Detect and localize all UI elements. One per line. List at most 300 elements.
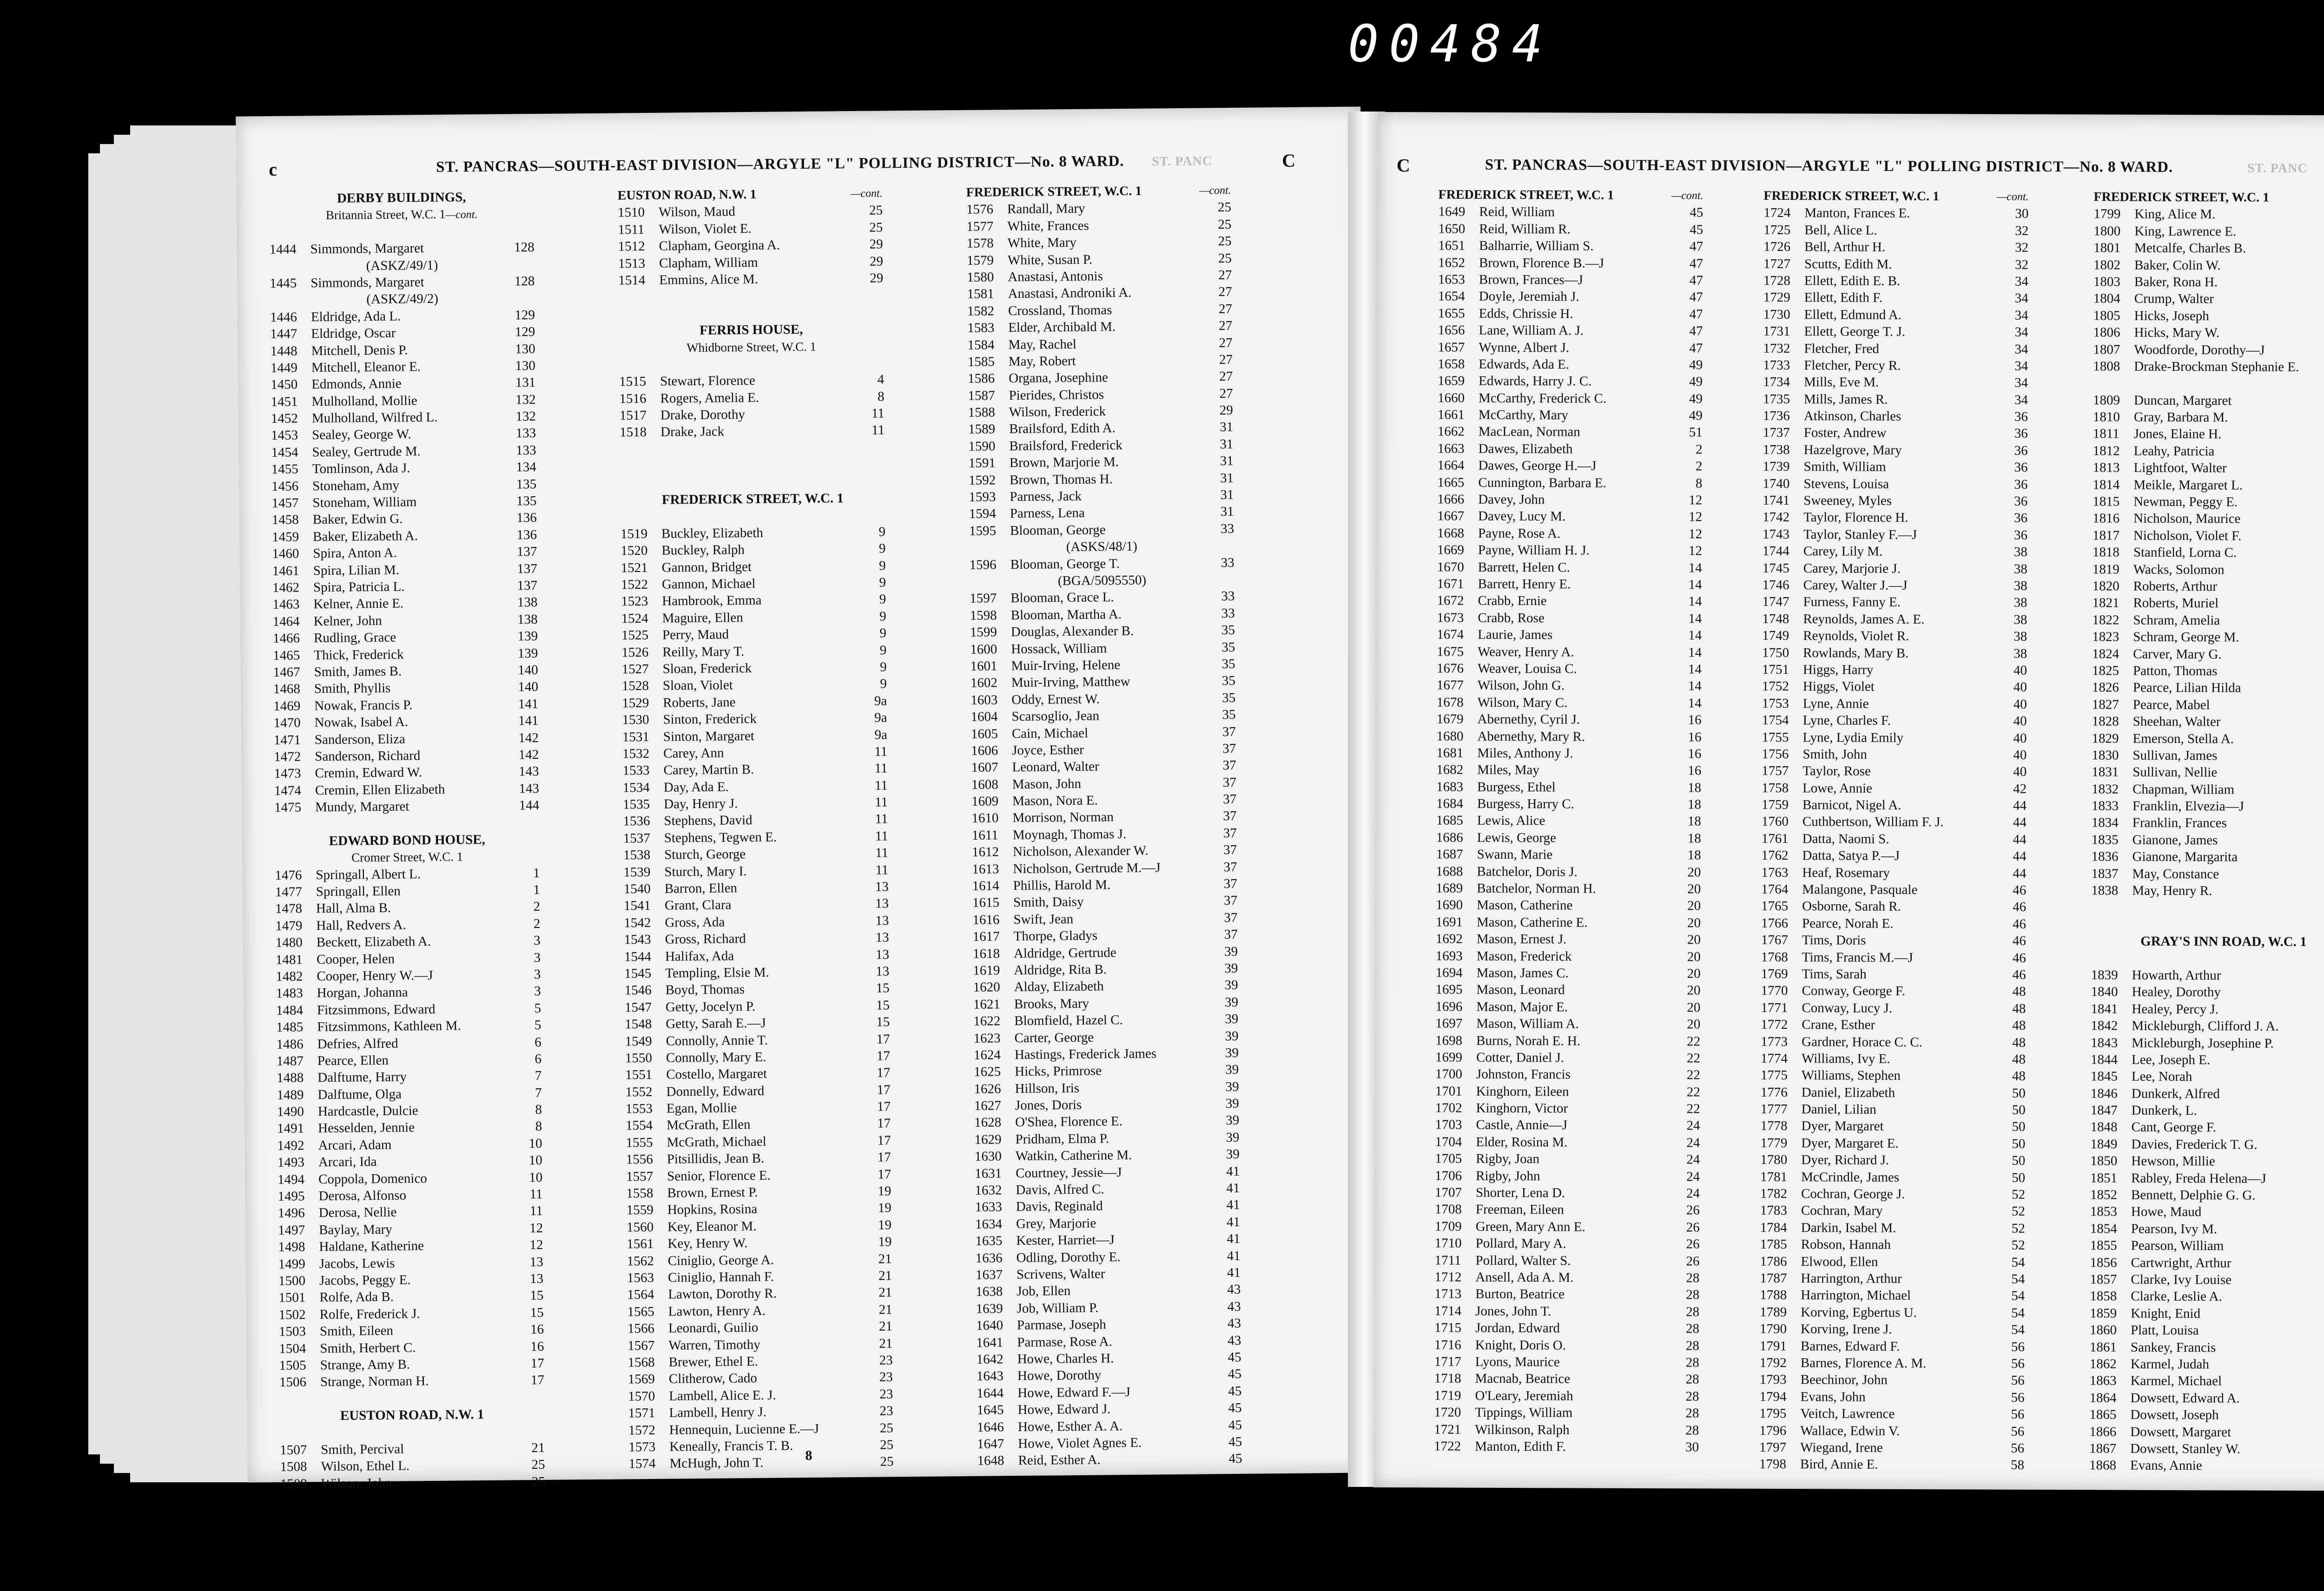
house-number: 28	[1686, 1304, 1700, 1320]
elector-entry	[271, 408, 536, 427]
elector-name: Dunkerk, L.	[2131, 1103, 2197, 1118]
elector-entry	[967, 267, 1232, 286]
elector-entry	[977, 1450, 1242, 1469]
elector-entry	[1437, 474, 1702, 492]
house-number: 37	[1224, 927, 1238, 942]
house-number: 13	[875, 879, 889, 894]
elector-name: Howe, Charles H.	[1017, 1351, 1114, 1367]
elector-entry	[619, 388, 884, 407]
elector-number: 1620	[973, 980, 1000, 995]
elector-entry	[1438, 355, 1703, 373]
elector-entry	[969, 453, 1234, 472]
elector-entry	[272, 594, 537, 613]
house-number: 15	[530, 1305, 544, 1320]
elector-name: Robson, Hannah	[1801, 1237, 1891, 1253]
elector-number: 1819	[2092, 561, 2119, 577]
elector-number: 1502	[278, 1307, 306, 1322]
elector-number: 1827	[2092, 697, 2119, 712]
house-number: 24	[1686, 1118, 1700, 1133]
elector-entry	[275, 881, 540, 901]
elector-entry	[1759, 1439, 2024, 1457]
elector-entry	[1436, 863, 1701, 881]
elector-name: Cochran, George J.	[1801, 1186, 1905, 1202]
elector-entry	[272, 543, 537, 562]
elector-entry	[625, 1081, 890, 1100]
house-number: 48	[2012, 1035, 2026, 1050]
elector-name: Oddy, Ernest W.	[1011, 691, 1100, 707]
elector-name: Osborne, Sarah R.	[1802, 899, 1901, 914]
street-address: Whidborne Street, W.C. 1	[686, 339, 817, 355]
elector-entry	[971, 672, 1235, 691]
elector-entry	[1760, 1337, 2025, 1355]
house-number: 44	[2013, 866, 2027, 881]
elector-name: Rudling, Grace	[313, 630, 396, 646]
street-subheading	[269, 205, 534, 224]
elector-number: 1836	[2091, 849, 2119, 864]
house-number: 38	[2014, 544, 2027, 560]
elector-number: 1708	[1434, 1202, 1462, 1217]
street-heading: EDWARD BOND HOUSE,	[329, 832, 485, 848]
elector-name: Aldridge, Rita B.	[1014, 962, 1107, 978]
elector-entry	[620, 422, 885, 441]
house-number: 138	[517, 611, 538, 627]
elector-name: Pearson, Ivy M.	[2131, 1221, 2218, 1237]
elector-name: Howe, Edward J.	[1017, 1401, 1111, 1418]
house-number: 35	[1221, 623, 1235, 638]
house-number: 14	[1688, 662, 1702, 677]
street-address: Britannia Street, W.C. 1	[325, 207, 446, 223]
elector-number: 1495	[277, 1189, 305, 1204]
elector-number: 1483	[276, 986, 303, 1001]
elector-name: Crabb, Rose	[1478, 610, 1545, 626]
elector-number: 1763	[1761, 865, 1789, 880]
elector-number: 1459	[271, 529, 299, 545]
elector-entry	[1438, 237, 1703, 255]
elector-entry	[968, 385, 1233, 404]
house-number: 35	[1222, 707, 1236, 723]
elector-name: Fletcher, Percy R.	[1804, 358, 1901, 373]
elector-entry	[623, 811, 888, 830]
elector-name: Cant, George F.	[2131, 1120, 2217, 1135]
elector-name: Beckett, Elizabeth A.	[316, 934, 431, 950]
elector-entry	[1763, 543, 2027, 560]
elector-entry	[1436, 931, 1701, 948]
elector-entry	[2092, 848, 2324, 866]
elector-name: Daniel, Elizabeth	[1801, 1085, 1895, 1100]
elector-name: Gray, Barbara M.	[2133, 409, 2228, 425]
elector-entry	[628, 1403, 893, 1422]
elector-number: 1646	[977, 1419, 1004, 1435]
house-number: 45	[1228, 1383, 1242, 1399]
elector-name: Sullivan, Nellie	[2133, 764, 2218, 780]
elector-number: 1610	[971, 810, 999, 826]
house-number: 40	[2013, 730, 2027, 746]
elector-number: 1622	[973, 1013, 1001, 1029]
elector-entry	[277, 1135, 542, 1154]
elector-number: 1762	[1761, 848, 1789, 863]
house-number: 17	[877, 1099, 891, 1114]
elector-entry	[2089, 1423, 2324, 1441]
house-number: 4	[877, 372, 885, 387]
elector-name: Edds, Chrissie H.	[1479, 306, 1573, 322]
page-mark: C	[1396, 155, 1411, 176]
elector-number: 1545	[624, 966, 652, 981]
elector-entry	[625, 1014, 890, 1033]
elector-name: Shorter, Lena D.	[1476, 1185, 1565, 1201]
elector-number: 1447	[270, 326, 297, 342]
elector-number: 1603	[971, 692, 998, 708]
elector-entry	[622, 676, 887, 695]
elector-number: 1587	[968, 388, 995, 403]
elector-number: 1497	[278, 1223, 305, 1238]
elector-name: Pearce, Norah E.	[1802, 915, 1894, 931]
elector-entry	[2093, 341, 2324, 359]
elector-name: Platt, Louisa	[2130, 1322, 2199, 1338]
elector-name: Cunnington, Barbara E.	[1478, 475, 1606, 491]
elector-number: 1505	[279, 1358, 306, 1373]
elector-number: 1553	[625, 1101, 653, 1117]
elector-entry	[1761, 1033, 2026, 1051]
elector-entry	[270, 307, 535, 326]
elector-number: 1746	[1762, 577, 1789, 593]
elector-entry	[626, 1183, 891, 1202]
elector-number: 1648	[977, 1453, 1004, 1469]
elector-name: Dowsett, Edward A.	[2130, 1390, 2240, 1406]
elector-number: 1602	[970, 675, 998, 691]
elector-number: 1670	[1437, 559, 1464, 575]
elector-name: Gannon, Michael	[661, 576, 756, 592]
elector-name: Roberts, Jane	[663, 694, 736, 710]
elector-entry	[1760, 1236, 2025, 1254]
elector-entry	[618, 202, 883, 221]
elector-entry	[1438, 254, 1703, 272]
elector-entry	[1761, 932, 2026, 949]
elector-entry	[275, 898, 540, 917]
elector-entry	[621, 642, 886, 661]
house-number: 15	[876, 980, 890, 996]
elector-name: Lane, William A. J.	[1479, 322, 1584, 338]
elector-number: 1501	[278, 1290, 306, 1306]
elector-number: 1451	[271, 394, 298, 409]
elector-name: Roberts, Arthur	[2133, 579, 2218, 594]
street-heading-continued	[966, 182, 1231, 201]
house-number: 27	[1219, 369, 1233, 384]
elector-name: Leonard, Walter	[1012, 759, 1099, 775]
elector-entry	[276, 983, 541, 1002]
elector-name: Anastasi, Antonis	[1008, 269, 1103, 285]
house-number: 37	[1222, 758, 1236, 773]
elector-number: 1868	[2089, 1458, 2117, 1473]
elector-entry	[1763, 306, 2028, 324]
elector-number: 1756	[1762, 746, 1789, 762]
elector-number: 1475	[274, 800, 302, 815]
elector-entry	[1763, 289, 2028, 307]
elector-entry	[625, 997, 890, 1016]
elector-name: McGrath, Michael	[667, 1134, 766, 1150]
elector-entry	[1762, 712, 2027, 730]
elector-number: 1636	[975, 1250, 1003, 1266]
elector-entry	[1761, 1067, 2026, 1085]
elector-number: 1702	[1435, 1100, 1462, 1116]
elector-entry	[1763, 374, 2028, 391]
elector-name: Smith, Percival	[321, 1441, 404, 1458]
house-number: 34	[2014, 291, 2028, 306]
house-number: 34	[2014, 324, 2028, 340]
elector-number: 1837	[2091, 866, 2119, 881]
elector-number: 1789	[1760, 1304, 1787, 1320]
elector-name: Schram, Amelia	[2133, 612, 2220, 628]
elector-name: Schram, George M.	[2133, 629, 2239, 645]
elector-name: Wilson, John	[321, 1475, 392, 1491]
elector-entry	[1438, 339, 1703, 356]
street-subheading	[275, 848, 540, 867]
elector-entry	[1437, 592, 1702, 610]
elector-name: Elder, Rosina M.	[1476, 1134, 1568, 1150]
house-number: 6	[534, 1034, 541, 1050]
elector-number: 1649	[1438, 204, 1466, 220]
house-number: 45	[1228, 1451, 1242, 1466]
elector-name: Blooman, Grace L.	[1010, 590, 1114, 606]
elector-number: 1533	[622, 763, 650, 778]
elector-name: Sullivan, James	[2133, 748, 2218, 763]
elector-entry	[625, 980, 890, 999]
elector-number: 1681	[1436, 745, 1464, 761]
elector-name: Parmase, Rose A.	[1017, 1334, 1113, 1350]
house-number: 9	[879, 558, 886, 573]
elector-name: Smith, Herbert C.	[320, 1340, 416, 1356]
elector-entry	[967, 283, 1232, 302]
elector-name: Tomlinson, Ada J.	[312, 460, 410, 477]
house-number: 2	[1695, 459, 1703, 474]
elector-name: Clitherow, Cado	[668, 1371, 757, 1387]
house-number: 41	[1226, 1180, 1240, 1196]
elector-entry	[618, 219, 883, 238]
elector-number: 1563	[627, 1270, 654, 1286]
street-heading: GRAY'S INN ROAD, W.C. 1	[2140, 934, 2307, 950]
elector-entry	[2093, 408, 2324, 426]
elector-number: 1809	[2093, 393, 2120, 408]
elector-name: Warren, Timothy	[668, 1337, 760, 1353]
house-number: 29	[870, 270, 884, 286]
elector-number: 1592	[968, 473, 996, 488]
elector-entry	[1762, 847, 2027, 865]
elector-name: Stephens, Tegwen E.	[664, 829, 777, 846]
elector-number: 1773	[1761, 1034, 1788, 1049]
elector-entry	[626, 1098, 891, 1117]
house-number: 11	[872, 422, 885, 438]
elector-number: 1743	[1762, 526, 1790, 542]
house-number: 18	[1687, 814, 1701, 829]
elector-number: 1735	[1763, 391, 1790, 407]
elector-entry	[627, 1318, 892, 1337]
house-number: 11	[875, 845, 889, 861]
spacer	[620, 473, 885, 492]
house-number: 37	[1223, 842, 1237, 858]
elector-number: 1866	[2089, 1424, 2117, 1440]
elector-name: Reid, William	[1479, 204, 1555, 220]
house-number: 8	[535, 1102, 542, 1118]
elector-number: 1843	[2091, 1035, 2118, 1051]
elector-entry	[623, 845, 888, 864]
elector-number: 1733	[1763, 357, 1790, 373]
house-number: 143	[518, 764, 539, 779]
elector-entry	[2093, 561, 2324, 579]
elector-number: 1818	[2092, 545, 2119, 560]
elector-entry	[971, 690, 1235, 709]
elector-entry	[1436, 744, 1701, 762]
elector-entry	[1760, 1118, 2025, 1135]
elector-number: 1532	[622, 746, 650, 762]
elector-number: 1812	[2093, 443, 2120, 459]
elector-entry	[278, 1287, 543, 1306]
elector-entry	[970, 656, 1235, 675]
house-number: 54	[2011, 1255, 2025, 1270]
elector-name: Mason, James C.	[1476, 965, 1569, 981]
elector-name: Kelner, Annie E.	[313, 596, 404, 612]
elector-name: Fletcher, Fred	[1804, 341, 1879, 356]
elector-name: Lambell, Henry J.	[669, 1404, 767, 1420]
elector-name: Spira, Lilian M.	[313, 562, 400, 578]
elector-name: Blomfield, Hazel C.	[1014, 1012, 1123, 1029]
house-number: 39	[1225, 1096, 1239, 1111]
elector-entry	[2089, 1406, 2324, 1424]
house-number: 129	[515, 307, 535, 323]
elector-name: Strange, Norman H.	[320, 1374, 429, 1390]
house-number: 46	[2012, 950, 2026, 966]
elector-name: Higgs, Violet	[1802, 679, 1875, 695]
elector-name: Barnicot, Nigel A.	[1802, 797, 1901, 813]
elector-entry	[279, 1355, 544, 1374]
elector-name: Rowlands, Mary B.	[1803, 645, 1909, 661]
elector-entry	[976, 1349, 1241, 1368]
elector-number: 1611	[971, 828, 998, 843]
elector-number: 1786	[1760, 1254, 1787, 1269]
elector-entry	[1438, 271, 1703, 289]
elector-entry	[968, 368, 1233, 387]
elector-name: Weaver, Louisa C.	[1477, 661, 1577, 677]
house-number: 28	[1685, 1338, 1699, 1353]
house-number: 39	[1225, 1012, 1239, 1027]
elector-number: 1467	[273, 664, 300, 680]
elector-name: Sankey, Francis	[2130, 1340, 2216, 1355]
elector-entry	[2092, 662, 2324, 680]
house-number: 3	[534, 984, 541, 999]
elector-number: 1684	[1436, 796, 1464, 811]
elector-number: 1530	[622, 712, 649, 728]
house-number: 27	[1218, 267, 1232, 283]
elector-number: 1504	[279, 1341, 306, 1356]
house-number: 51	[1689, 425, 1703, 440]
elector-number: 1512	[618, 239, 645, 254]
elector-name: Hicks, Primrose	[1015, 1063, 1102, 1079]
house-number: 141	[518, 696, 539, 712]
elector-name: White, Mary	[1007, 235, 1076, 251]
elector-entry	[1435, 1201, 1700, 1219]
elector-name: Howe, Esther A. A.	[1017, 1418, 1123, 1434]
spacer	[618, 287, 883, 306]
elector-entry	[1762, 661, 2027, 679]
house-number: 130	[515, 358, 536, 374]
elector-entry	[1438, 407, 1703, 424]
elector-entry	[2093, 206, 2324, 224]
elector-name: Conway, George F.	[1802, 983, 1906, 999]
elector-entry	[2091, 1017, 2324, 1035]
elector-number: 1680	[1436, 728, 1464, 744]
elector-number: 1557	[626, 1169, 654, 1184]
house-number: 47	[1689, 256, 1703, 271]
elector-name: Blooman, George	[1010, 522, 1106, 538]
elector-name: Lee, Norah	[2131, 1069, 2192, 1085]
elector-entry	[621, 574, 886, 593]
elector-number: 1474	[274, 783, 302, 798]
elector-entry	[277, 1152, 542, 1171]
elector-entry	[1435, 1184, 1700, 1202]
street-name: FREDERICK STREET, W.C. 1	[2093, 190, 2270, 205]
house-number: 8	[535, 1119, 542, 1134]
elector-name: Stephens, David	[664, 813, 753, 829]
house-number: 33	[1221, 605, 1235, 621]
elector-number: 1860	[2089, 1322, 2117, 1338]
elector-number: 1517	[619, 408, 647, 423]
house-number: 5	[534, 1018, 541, 1033]
elector-entry	[272, 577, 537, 596]
elector-number: 1679	[1436, 711, 1464, 727]
elector-name: Edmonds, Annie	[311, 376, 402, 392]
elector-number: 1741	[1763, 493, 1790, 508]
elector-name: Mulholland, Wilfred L.	[311, 409, 438, 426]
elector-name: Darkin, Isabel M.	[1801, 1220, 1896, 1236]
elector-name: Karmel, Judah	[2130, 1356, 2209, 1372]
elector-entry	[2090, 1305, 2324, 1322]
elector-entry	[621, 608, 886, 627]
elector-name: Sinton, Margaret	[663, 728, 755, 744]
elector-name: Emerson, Stella A.	[2133, 731, 2234, 746]
elector-entry	[624, 963, 889, 982]
elector-number: 1752	[1762, 679, 1789, 694]
elector-name: Brown, Marjorie M.	[1009, 454, 1119, 471]
elector-name: Korving, Egbertus U.	[1801, 1304, 1917, 1320]
elector-name: Sealey, George W.	[312, 427, 411, 443]
elector-number: 1768	[1761, 949, 1788, 965]
elector-name: Batchelor, Doris J.	[1477, 864, 1578, 880]
elector-name: Springall, Ellen	[316, 883, 401, 900]
house-number: 49	[1689, 357, 1703, 373]
elector-entry	[1437, 575, 1702, 593]
elector-number: 1772	[1761, 1017, 1788, 1032]
elector-entry	[2092, 815, 2324, 832]
continued-marker: —cont.	[850, 187, 883, 200]
house-number: 56	[2011, 1440, 2025, 1456]
elector-entry	[271, 442, 536, 461]
elector-name: Dowsett, Joseph	[2130, 1407, 2219, 1423]
elector-name: Castle, Annie—J	[1476, 1118, 1568, 1133]
elector-entry	[272, 526, 537, 546]
elector-number: 1804	[2093, 291, 2120, 306]
elector-name: Cooper, Henry W.—J	[317, 967, 433, 984]
elector-entry	[1438, 322, 1703, 340]
elector-entry	[976, 1281, 1241, 1300]
street-subheading	[619, 337, 884, 356]
elector-entry	[977, 1366, 1241, 1385]
elector-number: 1538	[623, 848, 651, 863]
elector-name: Crane, Esther	[1802, 1017, 1875, 1032]
house-number: 27	[1219, 318, 1233, 334]
elector-number: 1858	[2090, 1289, 2117, 1304]
elector-name: Mason, Ernest J.	[1476, 931, 1567, 947]
elector-entry	[2092, 696, 2324, 714]
elector-name: Tippings, William	[1475, 1405, 1573, 1420]
elector-entry	[1761, 915, 2026, 933]
